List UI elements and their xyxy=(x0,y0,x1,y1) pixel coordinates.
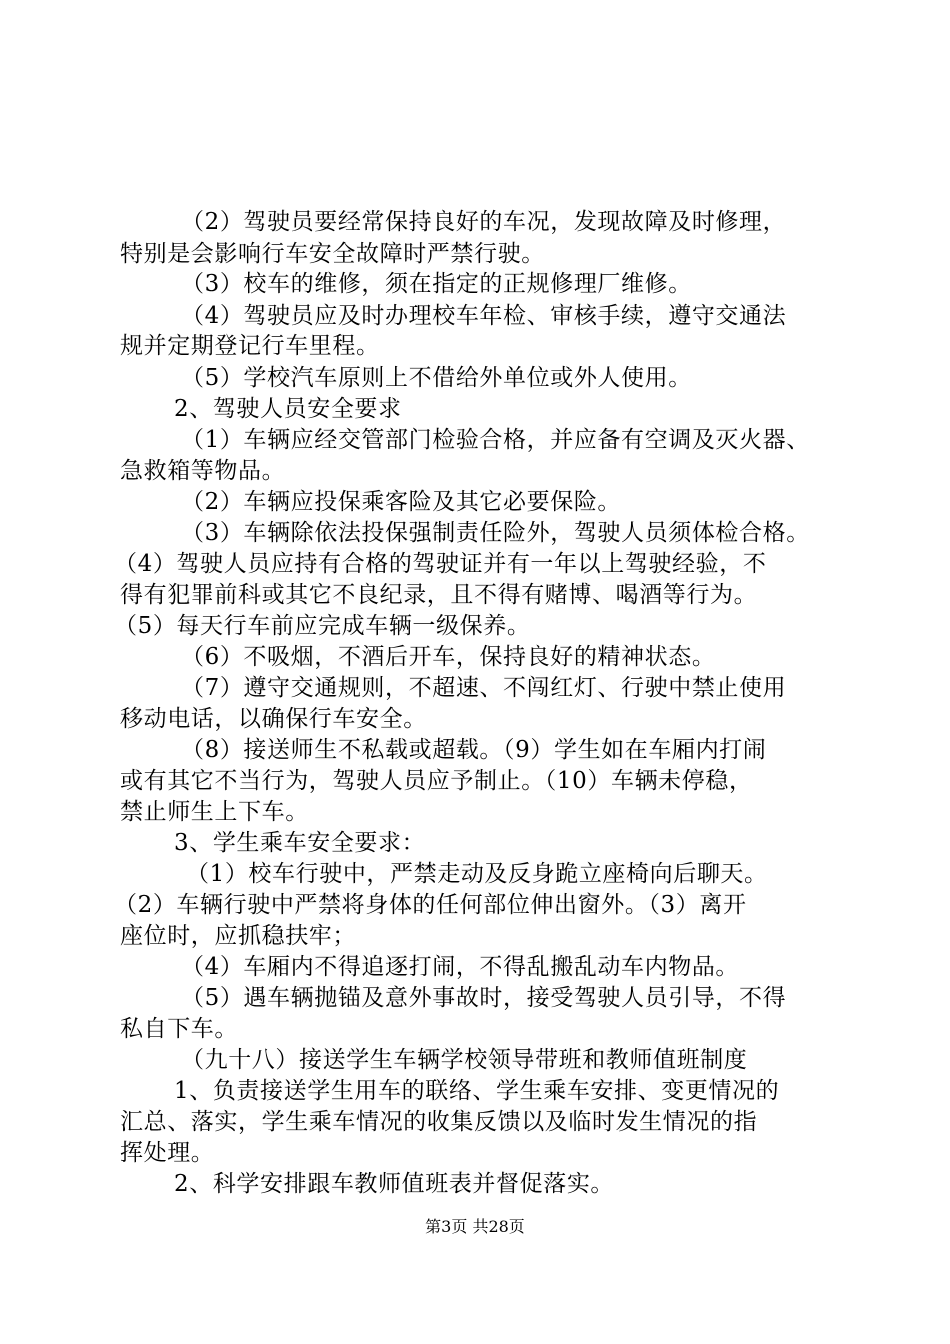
paragraph-line: 禁止师生上下车。 xyxy=(120,799,309,825)
paragraph-line: 急救箱等物品。 xyxy=(120,458,286,484)
section-heading: 2、驾驶人员安全要求 xyxy=(174,396,402,422)
paragraph-line: （6）不吸烟，不酒后开车，保持良好的精神状态。 xyxy=(181,644,716,670)
page-number: 第3页 共28页 xyxy=(425,1217,525,1236)
paragraph-line: 挥处理。 xyxy=(120,1140,215,1166)
paragraph-line: 汇总、落实，学生乘车情况的收集反馈以及临时发生情况的指 xyxy=(120,1109,758,1135)
paragraph-line: （8）接送师生不私载或超载。（9）学生如在车厢内打闹 xyxy=(181,737,767,763)
section-heading: 3、学生乘车安全要求： xyxy=(174,830,426,856)
paragraph-line: 座位时，应抓稳扶牢； xyxy=(120,923,356,949)
paragraph-line: 1、负责接送学生用车的联络、学生乘车安排、变更情况的 xyxy=(174,1078,780,1104)
paragraph-line: 私自下车。 xyxy=(120,1016,238,1042)
paragraph-line: （3）校车的维修，须在指定的正规修理厂维修。 xyxy=(181,271,692,297)
paragraph-line: （4）驾驶员应及时办理校车年检、审核手续，遵守交通法 xyxy=(181,303,787,329)
section-heading: （九十八）接送学生车辆学校领导带班和教师值班制度 xyxy=(181,1047,748,1073)
paragraph-line: （2）车辆行驶中严禁将身体的任何部位伸出窗外。（3）离开 xyxy=(114,892,747,918)
paragraph-line: 移动电话，以确保行车安全。 xyxy=(120,706,427,732)
paragraph-line: （4）驾驶人员应持有合格的驾驶证并有一年以上驾驶经验，不 xyxy=(114,551,767,577)
paragraph-line: （2）车辆应投保乘客险及其它必要保险。 xyxy=(181,489,622,515)
paragraph-line: 规并定期登记行车里程。 xyxy=(120,333,380,359)
paragraph-line: （3）车辆除依法投保强制责任险外，驾驶人员须体检合格。 xyxy=(181,520,810,546)
paragraph-line: （1）校车行驶中，严禁走动及反身跪立座椅向后聊天。 xyxy=(186,861,768,887)
paragraph-line: 2、科学安排跟车教师值班表并督促落实。 xyxy=(174,1171,615,1197)
paragraph-line: （4）车厢内不得追逐打闹，不得乱搬乱动车内物品。 xyxy=(181,954,740,980)
paragraph-line: （5）每天行车前应完成车辆一级保养。 xyxy=(114,613,531,639)
paragraph-line: （2）驾驶员要经常保持良好的车况，发现故障及时修理， xyxy=(181,209,787,235)
paragraph-line: 或有其它不当行为，驾驶人员应予制止。（10）车辆未停稳， xyxy=(120,768,753,794)
paragraph-line: 得有犯罪前科或其它不良纪录，且不得有赌博、喝酒等行为。 xyxy=(120,582,758,608)
paragraph-line: 特别是会影响行车安全故障时严禁行驶。 xyxy=(120,241,545,267)
paragraph-line: （7）遵守交通规则，不超速、不闯红灯、行驶中禁止使用 xyxy=(181,675,787,701)
paragraph-line: （5）学校汽车原则上不借给外单位或外人使用。 xyxy=(181,365,692,391)
paragraph-line: （1）车辆应经交管部门检验合格，并应备有空调及灭火器、 xyxy=(181,427,810,453)
paragraph-line: （5）遇车辆抛锚及意外事故时，接受驾驶人员引导，不得 xyxy=(181,985,787,1011)
